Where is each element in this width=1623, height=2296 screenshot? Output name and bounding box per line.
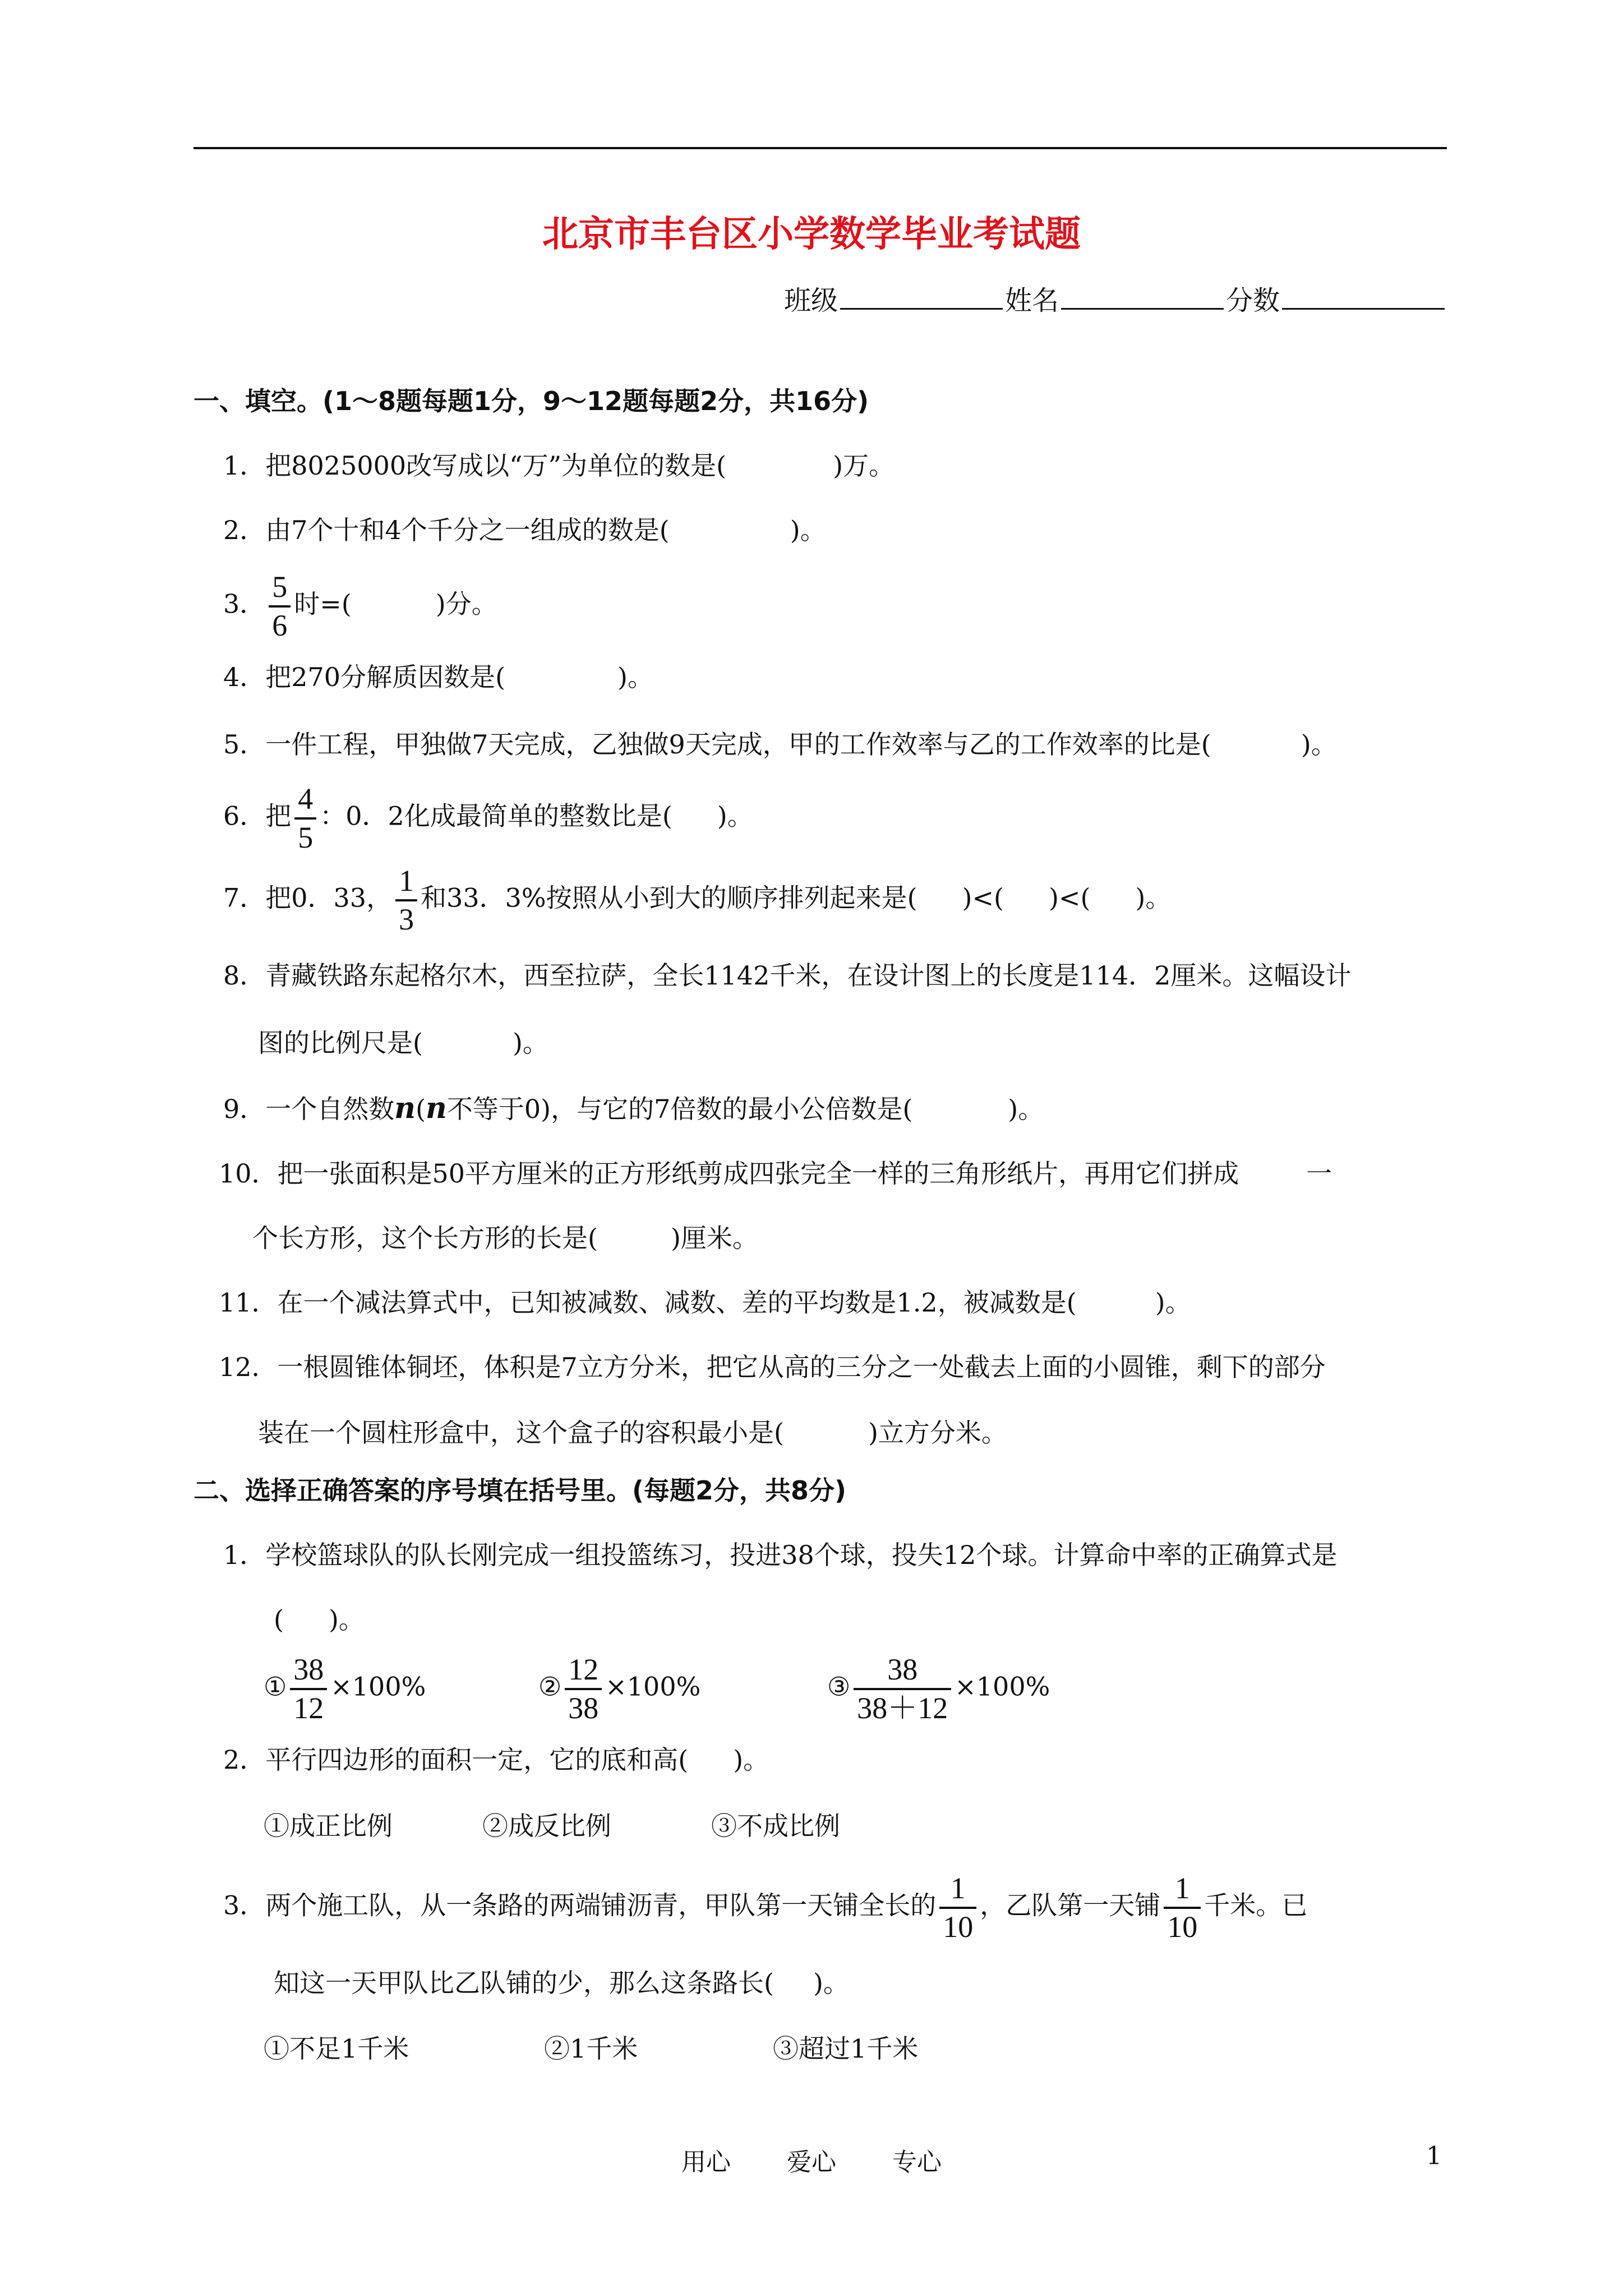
s1-q10-line1: 10．把一张面积是50平方厘米的正方形纸剪成四张完全一样的三角形纸片，再用它们拼成 一	[219, 1158, 1332, 1189]
page-title: 北京市丰台区小学数学毕业考试题	[542, 214, 1081, 255]
s1-q12-line2: 装在一个圆柱形盒中，这个盒子的容积最小是( )立方分米。	[258, 1418, 1007, 1448]
s2-q1-option2[interactable]: ② $\frac{12}{38}$ ×100%	[538, 1653, 701, 1725]
s2-q1-line1: 1．学校篮球队的队长刚完成一组投篮练习，投进38个球，投失12个球。计算命中率的正确算式是	[223, 1540, 1338, 1570]
header-rule	[193, 147, 1447, 149]
student-info	[784, 285, 1447, 318]
fraction-five-sixths: $\frac{5}{6}$	[269, 571, 291, 641]
s1-q2: 2．由7个十和4个千分之一组成的数是( )。	[223, 515, 826, 545]
s1-q8-line1: 8．青藏铁路东起格尔木，西至拉萨，全长1142千米，在设计图上的长度是114．2厘米。这幅设计	[223, 960, 1352, 991]
s2-q2-option2[interactable]: ②成反比例	[482, 1811, 611, 1841]
s2-q1-line2: ( )。	[274, 1604, 365, 1635]
s2-q3-option1[interactable]: ①不足1千米	[264, 2033, 409, 2064]
s1-q3: 3． $\frac{5}{6}$ 时=( )分。	[223, 570, 497, 642]
page-number: 1	[1426, 2142, 1442, 2170]
s2-q3-option3[interactable]: ③超过1千米	[773, 2033, 919, 2064]
name-label: 姓名	[1004, 285, 1059, 316]
s2-q1-option1[interactable]: ① $\frac{38}{12}$ ×100%	[264, 1653, 426, 1725]
s1-q11: 11．在一个减法算式中，已知被减数、减数、差的平均数是1.2，被减数是( )。	[219, 1287, 1191, 1318]
s1-q4: 4．把270分解质因数是( )。	[223, 662, 653, 692]
class-label: 班级	[783, 285, 838, 316]
s2-q3-line2: 知这一天甲队比乙队铺的少，那么这条路长( )。	[274, 1968, 849, 1998]
s1-q9: 9．一个自然数n(n不等于0)，与它的7倍数的最小公倍数是( )。	[223, 1091, 1044, 1125]
score-label: 分数	[1225, 285, 1280, 316]
class-blank[interactable]	[840, 286, 1003, 310]
fraction-38-over-50: $\frac{38}{38+12}$	[854, 1654, 951, 1724]
fraction-one-tenth-a: $\frac{1}{10}$	[939, 1872, 976, 1943]
s1-q12-line1: 12．一根圆锥体铜坯，体积是7立方分米，把它从高的三分之一处截去上面的小圆锥，剩下的部分	[219, 1352, 1326, 1382]
s2-q2: 2．平行四边形的面积一定，它的底和高( )。	[223, 1745, 769, 1775]
s1-q1: 1．把8025000改写成以“万”为单位的数是( )万。	[223, 450, 895, 481]
s1-q5: 5．一件工程，甲独做7天完成，乙独做9天完成，甲的工作效率与乙的工作效率的比是( )。	[223, 729, 1337, 760]
fraction-one-tenth-b: $\frac{1}{10}$	[1164, 1872, 1201, 1943]
fraction-38-over-12: $\frac{38}{12}$	[290, 1654, 327, 1724]
s2-q3-line1: 3．两个施工队，从一条路的两端铺沥青，甲队第一天铺全长的 $\frac{1}{10}$ ，乙队第一天铺 $\frac{1}{10}$ 千米。已	[223, 1871, 1308, 1944]
section2-heading: 二、选择正确答案的序号填在括号里。(每题2分，共8分)	[193, 1475, 847, 1506]
s1-q6: 6．把 $\frac{4}{5}$ ：0．2化成最简单的整数比是( )。	[223, 782, 753, 854]
s2-q1-option3[interactable]: ③ $\frac{38}{38+12}$ ×100%	[827, 1653, 1050, 1725]
s2-q2-option1[interactable]: ①成正比例	[264, 1811, 393, 1841]
fraction-four-fifths: $\frac{4}{5}$	[294, 783, 316, 853]
s1-q7: 7．把0．33， $\frac{1}{3}$ 和33．3%按照从小到大的顺序排列起来是( )<( )<( )。	[223, 864, 1172, 936]
section1-heading: 一、填空。(1～8题每题1分，9～12题每题2分，共16分)	[193, 386, 869, 416]
s1-q10-line2: 个长方形，这个长方形的长是( )厘米。	[252, 1223, 758, 1253]
name-blank[interactable]	[1061, 286, 1224, 310]
footer-motto: 用心 爱心 专心	[681, 2148, 942, 2177]
score-blank[interactable]	[1282, 286, 1445, 310]
fraction-12-over-38: $\frac{12}{38}$	[565, 1654, 602, 1724]
fraction-one-third: $\frac{1}{3}$	[395, 865, 417, 935]
s2-q2-option3[interactable]: ③不成比例	[711, 1811, 840, 1841]
s1-q8-line2: 图的比例尺是( )。	[258, 1028, 548, 1058]
s2-q3-option2[interactable]: ②1千米	[544, 2033, 638, 2064]
